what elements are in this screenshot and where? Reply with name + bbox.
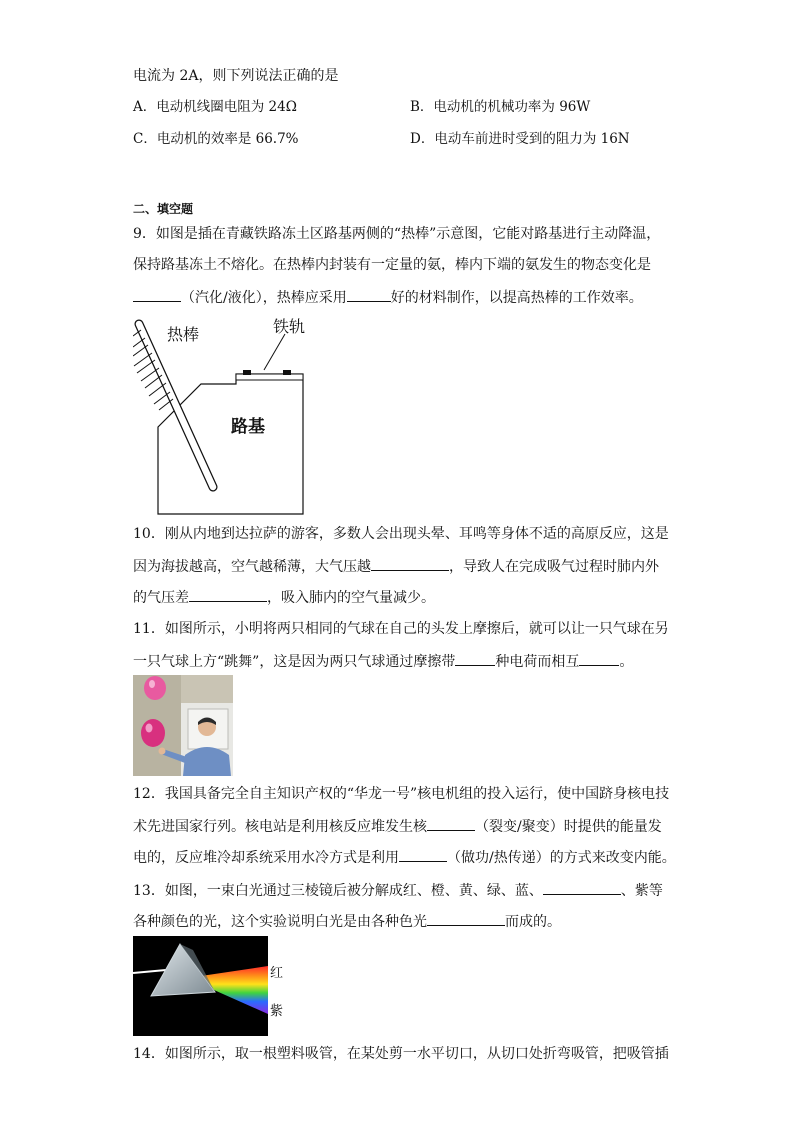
- q8-stem-tail: 电流为 2A，则下列说法正确的是: [133, 68, 339, 84]
- q10-blank-2[interactable]: [189, 587, 267, 602]
- prism-figure: [133, 936, 268, 1036]
- q11-line-2: 一只气球上方“跳舞”，这是因为两只气球通过摩擦带 种电荷而相互 。: [133, 651, 633, 671]
- q13-blank-1[interactable]: [543, 880, 621, 895]
- q13-blank-2[interactable]: [427, 911, 505, 926]
- q8-option-c: C．电动机的效率是 66.7%: [133, 131, 299, 147]
- q13-line-1: 13．如图，一束白光通过三棱镜后被分解成红、橙、黄、绿、蓝、 、紫等: [133, 880, 663, 900]
- q8-option-b: B．电动机的机械功率为 96W: [410, 99, 591, 115]
- rail-pointer: [264, 334, 285, 370]
- q10-line-1: 10．刚从内地到达拉萨的游客，多数人会出现头晕、耳鸣等身体不适的高原反应，这是: [133, 526, 669, 542]
- balloon-photo: [133, 675, 233, 776]
- rail-label: 铁轨: [273, 317, 306, 336]
- q14-line-1: 14．如图所示，取一根塑料吸管，在某处剪一水平切口，从切口处折弯吸管，把吸管插: [133, 1046, 669, 1062]
- q9-line-3: （汽化/液化），热棒应采用 好的材料制作，以提高热棒的工作效率。: [133, 287, 643, 307]
- q10-line-3: 的气压差 ，吸入肺内的空气量减少。: [133, 587, 435, 607]
- upper-balloon: [144, 676, 166, 700]
- q8-option-d: D．电动车前进时受到的阻力为 16N: [410, 131, 630, 147]
- rail-left: [243, 370, 251, 375]
- q9-line-1: 9．如图是插在青藏铁路冻土区路基两侧的“热棒”示意图，它能对路基进行主动降温，: [133, 226, 661, 242]
- q12-blank-2[interactable]: [399, 847, 447, 862]
- q9-blank-1[interactable]: [133, 287, 181, 302]
- q13-line-2: 各种颜色的光，这个实验说明白光是由各种色光 而成的。: [133, 911, 561, 931]
- q9-line-2: 保持路基冻土不熔化。在热棒内封装有一定量的氨，棒内下端的氨发生的物态变化是: [133, 257, 651, 273]
- q9-blank-2[interactable]: [347, 287, 391, 302]
- violet-label: 紫: [270, 1004, 284, 1019]
- embankment-shape: [158, 374, 303, 514]
- q11-blank-2[interactable]: [579, 651, 619, 666]
- rail-right: [283, 370, 291, 375]
- q10-blank-1[interactable]: [371, 556, 449, 571]
- q12-line-2: 术先进国家行列。核电站是利用核反应堆发生核 （裂变/聚变）时提供的能量发: [133, 816, 662, 836]
- q10-line-2: 因为海拔越高，空气越稀薄，大气压越 ，导致人在完成吸气过程时肺内外: [133, 556, 659, 576]
- section-title: 二、填空题: [133, 202, 194, 216]
- embankment-label: 路基: [231, 417, 265, 437]
- q11-blank-1[interactable]: [455, 651, 495, 666]
- q11-line-1: 11．如图所示，小明将两只相同的气球在自己的头发上摩擦后，就可以让一只气球在另: [133, 621, 669, 637]
- red-label: 红: [270, 966, 284, 981]
- q12-line-3: 电的，反应堆冷却系统采用水冷方式是利用 （做功/热传递）的方式来改变内能。: [133, 847, 676, 867]
- q12-line-1: 12．我国具备完全自主知识产权的“华龙一号”核电机组的投入运行，使中国跻身核电技: [133, 786, 670, 802]
- q8-option-a: A．电动机线圈电阻为 24Ω: [133, 99, 297, 115]
- lower-balloon: [141, 719, 165, 747]
- q12-blank-1[interactable]: [427, 816, 475, 831]
- heat-rod-figure: [133, 312, 318, 518]
- heat-rod-label: 热棒: [167, 325, 200, 344]
